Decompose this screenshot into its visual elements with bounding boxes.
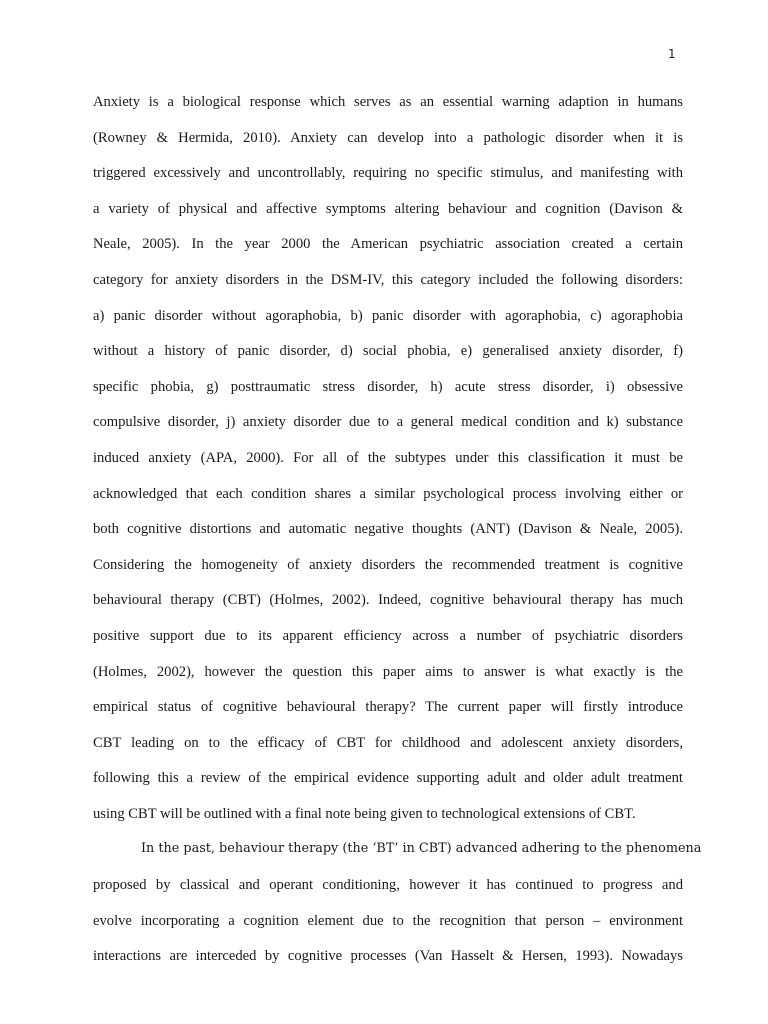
text-line: CBT leading on to the efficacy of CBT for childhood and adolescent anxiety disorders, — [93, 734, 683, 751]
text-line: proposed by classical and operant conditioning, however it has continued to progress and — [93, 877, 683, 894]
text-line: compulsive disorder, j) anxiety disorder due to a general medical condition and k) substance — [93, 414, 683, 431]
text-line: following this a review of the empirical evidence supporting adult and older adult treatment — [93, 770, 683, 787]
page-number: 1 — [668, 47, 676, 61]
text-line: (Rowney & Hermida, 2010). Anxiety can develop into a pathologic disorder when it is — [93, 129, 683, 146]
text-line: a variety of physical and affective symptoms altering behaviour and cognition (Davison & — [93, 200, 683, 217]
text-line: evolve incorporating a cognition element due to the recognition that person – environment — [93, 912, 683, 929]
text-line: category for anxiety disorders in the DSM-IV, this category included the following disorders: — [93, 271, 683, 288]
paragraph-1 — [93, 88, 683, 835]
body-text — [93, 88, 702, 978]
text-line: induced anxiety (APA, 2000). For all of the subtypes under this classification it must be — [93, 449, 683, 466]
text-line: Anxiety is a biological response which serves as an essential warning adaption in humans — [93, 94, 683, 110]
paragraph-2 — [93, 835, 702, 977]
text-line: positive support due to its apparent efficiency across a number of psychiatric disorders — [93, 627, 683, 644]
text-line: a) panic disorder without agoraphobia, b) panic disorder with agoraphobia, c) agoraphobia — [93, 307, 683, 324]
text-line: using CBT will be outlined with a final note being given to technological extensions of CBT. — [93, 805, 636, 822]
text-line: without a history of panic disorder, d) social phobia, e) generalised anxiety disorder, f) — [93, 343, 683, 360]
text-line: Considering the homogeneity of anxiety disorders the recommended treatment is cognitive — [93, 556, 683, 573]
text-line: both cognitive distortions and automatic negative thoughts (ANT) (Davison & Neale, 2005). — [93, 521, 683, 538]
text-line: In the past, behaviour therapy (the ‘BT’ in CBT) advanced adhering to the phenomena — [141, 841, 702, 857]
text-line: interactions are interceded by cognitive processes (Van Hasselt & Hersen, 1993). Nowadays — [93, 948, 683, 965]
text-line: Neale, 2005). In the year 2000 the American psychiatric association created a certain — [93, 236, 683, 253]
text-line: behavioural therapy (CBT) (Holmes, 2002). Indeed, cognitive behavioural therapy has much — [93, 592, 683, 609]
text-line: triggered excessively and uncontrollably, requiring no specific stimulus, and manifesting with — [93, 165, 683, 182]
text-line: (Holmes, 2002), however the question this paper aims to answer is what exactly is the — [93, 663, 683, 680]
text-line: specific phobia, g) posttraumatic stress disorder, h) acute stress disorder, i) obsessive — [93, 378, 683, 395]
text-line: empirical status of cognitive behavioural therapy? The current paper will firstly introduce — [93, 699, 683, 716]
text-line: acknowledged that each condition shares a similar psychological process involving either or — [93, 485, 683, 502]
